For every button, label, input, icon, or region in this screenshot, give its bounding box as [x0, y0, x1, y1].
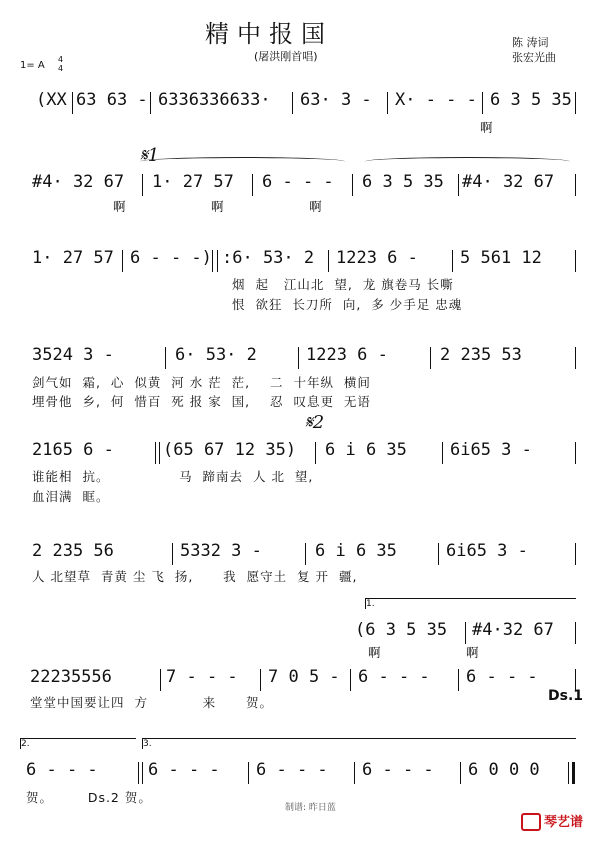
lyric-line-4a: 剑气如 霜, 心 似黄 河 水 茫 茫, 二 十年纵 横间: [32, 375, 371, 390]
notation-line-6: 2 235 56 5332 3 - 6 i 6 35 6i65 3 -: [0, 541, 595, 569]
notation-line-5: 2165 6 - (65 67 12 35) 6 i 6 35 6i65 3 -: [0, 440, 595, 468]
song-title: 精中报国: [205, 20, 333, 48]
lyric-line-9: 贺。 Ds.2 贺。: [26, 790, 152, 805]
lyric-line-3a: 烟 起 江山北 望, 龙 旗卷马 长嘶: [232, 277, 454, 292]
segno-2: 𝄋2: [305, 412, 325, 433]
composer: 张宏光曲: [512, 51, 556, 64]
lyric-line-5a: 谁能相 抗。 马 蹄南去 人 北 望,: [32, 469, 314, 484]
transcriber-credit: 制谱: 昨日蓝: [285, 803, 336, 813]
notation-line-2: #4· 32 67 1· 27 57 6 - - - 6 3 5 35 #4· 32 67: [0, 172, 595, 200]
lyric-line-4b: 埋骨他 乡, 何 惜百 死 报 家 国, 忍 叹息更 无语: [32, 394, 371, 409]
notation-line-3: 1· 27 57 6 - - -) :6· 53· 2 1223 6 - 5 561 12: [0, 248, 595, 276]
lyric-line-1: 啊: [480, 120, 494, 135]
lyric-line-8: 堂堂中国要让四 方 来 贺。: [30, 695, 273, 710]
lyric-line-5b: 血泪满 眶。: [32, 489, 110, 504]
notation-line-9: 6 - - - 6 - - - 6 - - - 6 - - - 6 0 0 0: [0, 760, 595, 788]
lyric-line-2: 啊 啊 啊: [113, 199, 323, 214]
notation-line-8: 22235556 7 - - - 7 0 5 - 6 - - - 6 - - -: [0, 667, 595, 695]
notation-line-4: 3524 3 - 6· 53· 2 1223 6 - 2 235 53: [0, 345, 595, 373]
segno-1: 𝄋1: [140, 145, 160, 166]
site-logo: 琴艺谱: [521, 811, 583, 832]
ds-1-mark: Ds.1: [548, 688, 584, 704]
notation-line-1: (XX 63 63 - 6336336633· 63· 3 - X· - - - 6 3 5 35: [0, 90, 595, 118]
song-subtitle: (屠洪刚首唱): [254, 50, 318, 63]
volta-3: 3.: [142, 738, 576, 749]
key-signature: 1= A: [20, 60, 45, 71]
time-signature: 4 4: [58, 55, 64, 73]
notation-line-7: (6 3 5 35 #4·32 67: [0, 620, 595, 648]
volta-2: 2.: [20, 738, 136, 749]
logo-icon: [521, 813, 541, 831]
lyric-line-7: 啊 啊: [368, 645, 480, 660]
lyric-line-6: 人 北望草 青黄 尘 飞 扬, 我 愿守土 复 开 疆,: [32, 569, 358, 584]
lyricist: 陈 涛词: [512, 36, 549, 49]
lyric-line-3b: 恨 欲狂 长刀所 向, 多 少手足 忠魂: [232, 297, 463, 312]
volta-1: 1.: [365, 598, 576, 609]
